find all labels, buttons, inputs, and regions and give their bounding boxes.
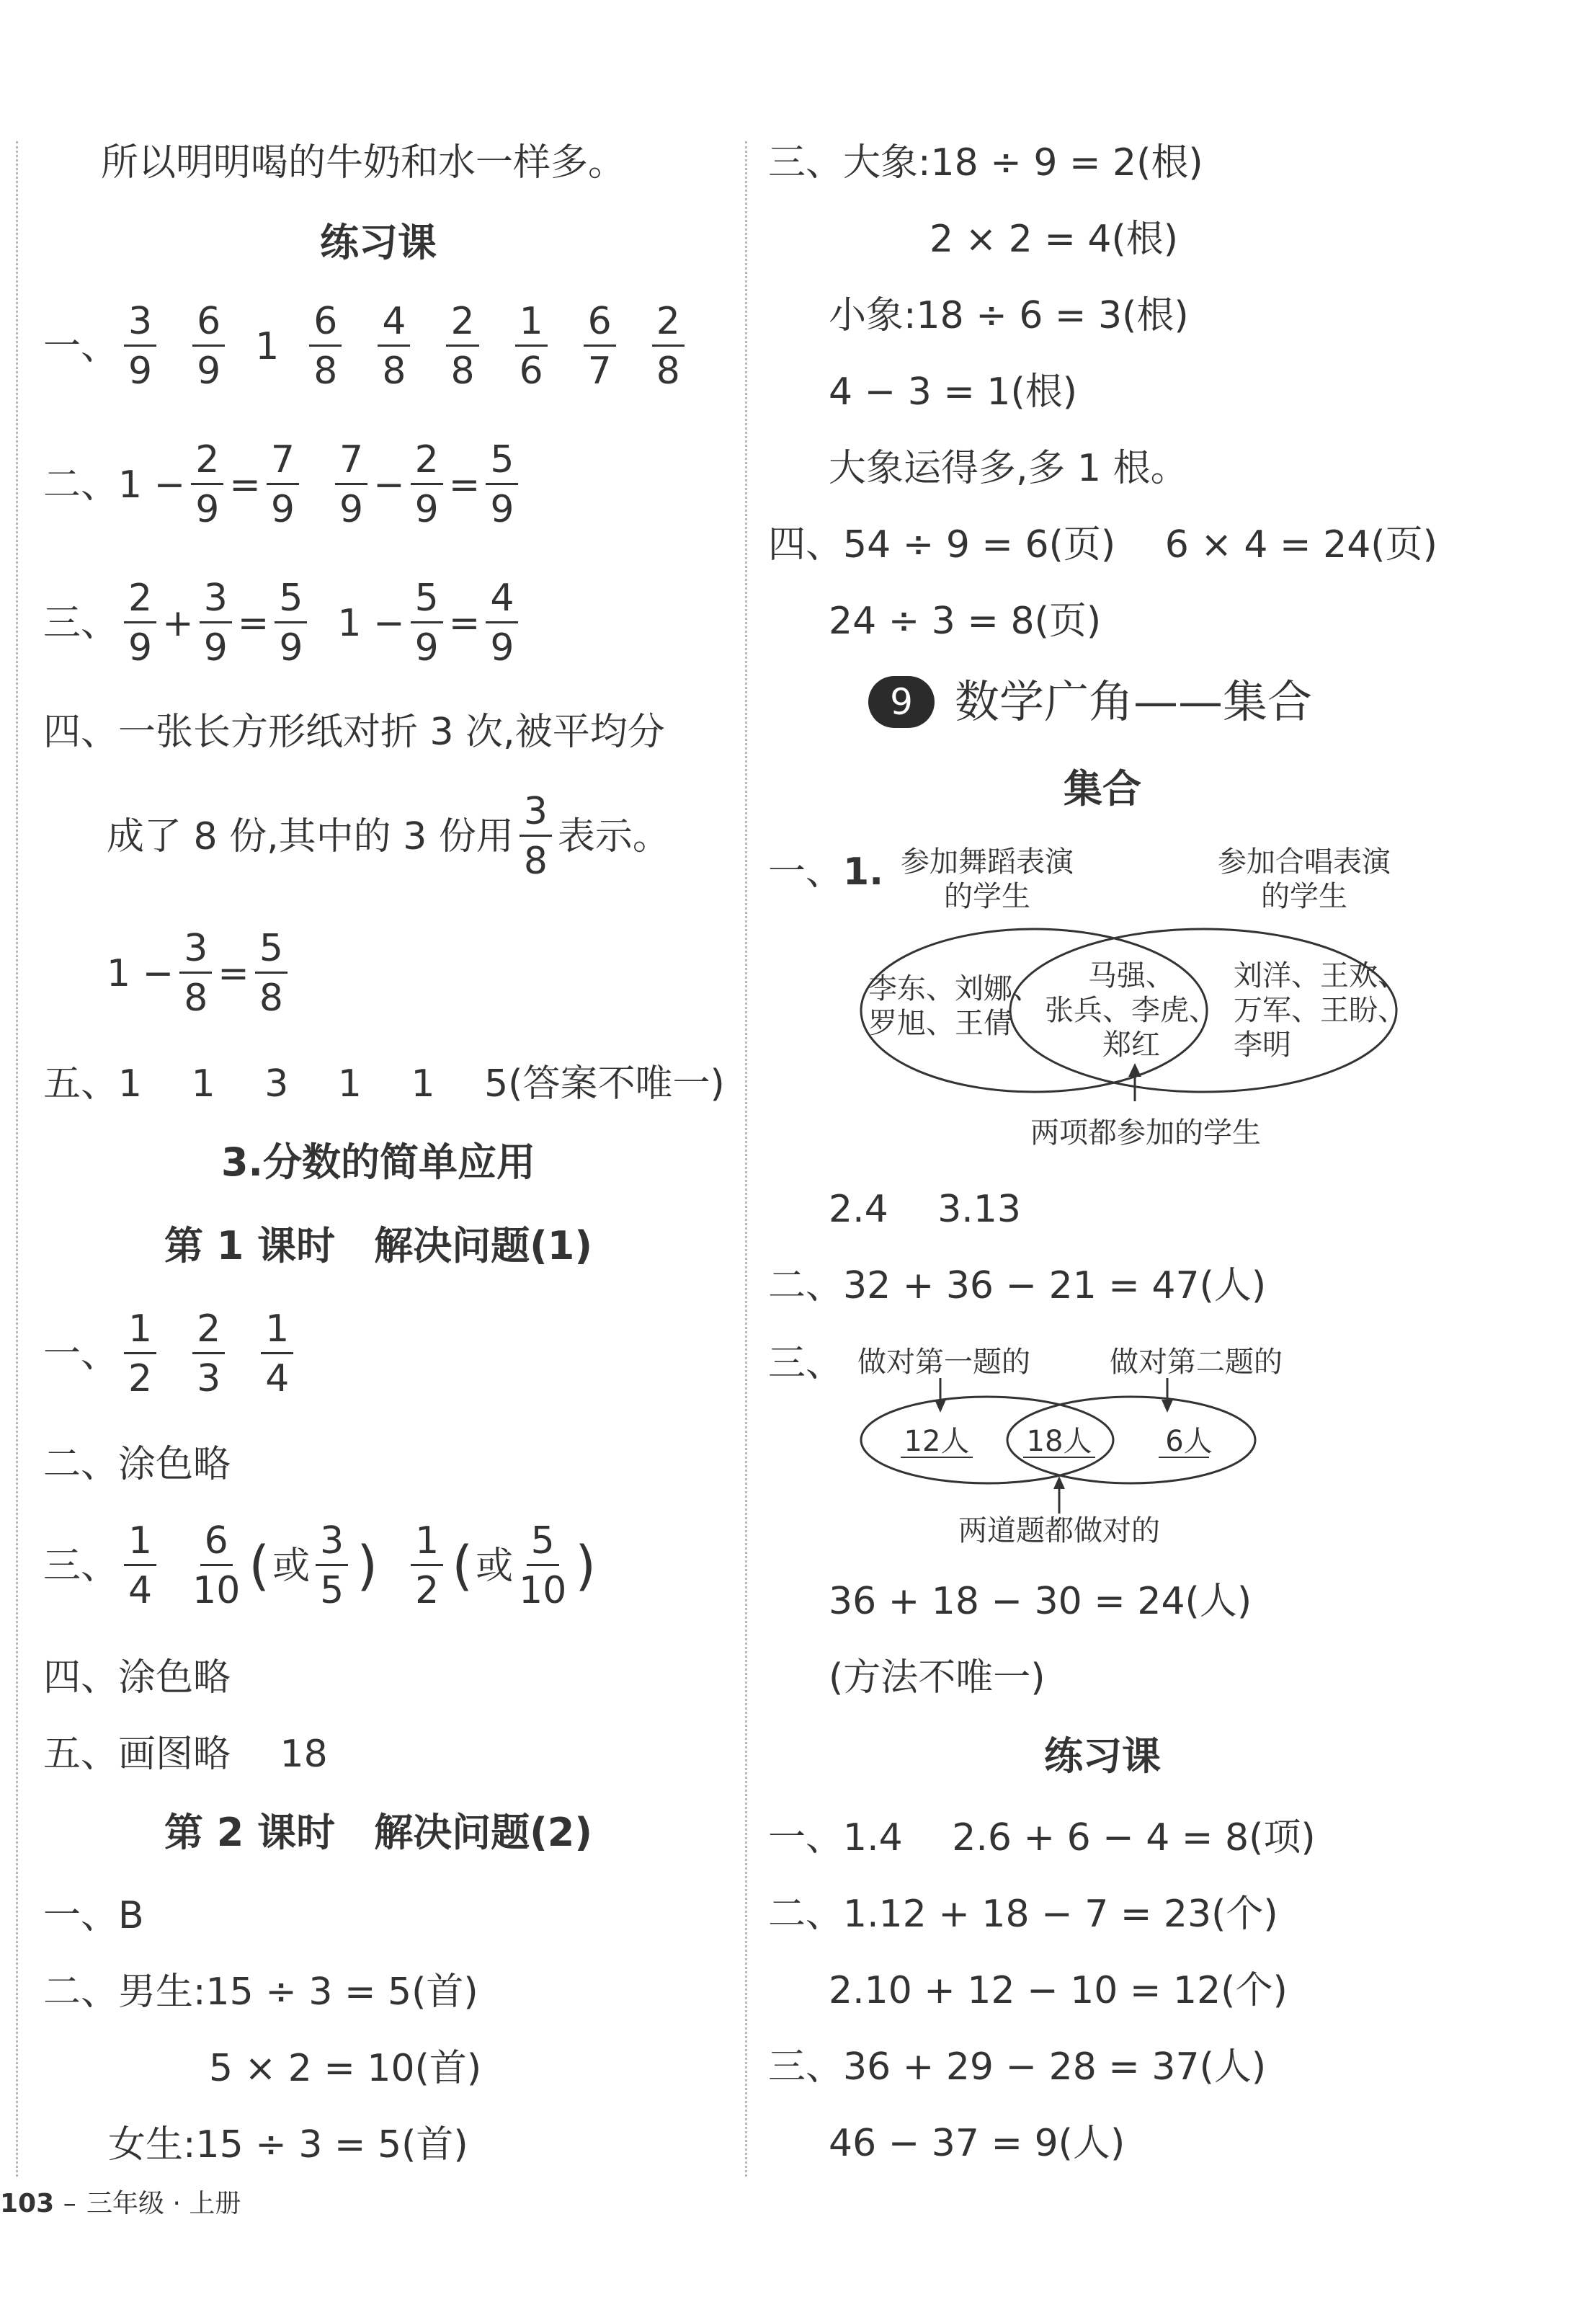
right-q4-line1: 四、 54 ÷ 9 = 6(页) 6 × 4 = 24(页) (768, 523, 1437, 566)
heading-lesson-1: 第 1 课时 解决问题(1) (164, 1223, 593, 1268)
venn2-arrow-right (1162, 1400, 1173, 1413)
venn1-bottom-label: 两项都参加的学生 (1030, 1116, 1261, 1150)
l1-q1: 一、 $\frac{1}{2}$ $\frac{2}{3}$ $\frac{1}{4}$ (43, 1310, 299, 1397)
left-q4-line2: 成了 8 份,其中的 3 份用 $\frac{3}{8}$ 表示。 (107, 790, 670, 883)
venn1-right-title: 参加合唱表演 的学生 (1218, 845, 1391, 913)
sets-q2: 二、 32 + 36 − 21 = 47(人) (768, 1264, 1267, 1307)
venn1-left-members: 李东、刘娜、 罗旭、王倩 (868, 972, 1041, 1040)
heading-practice-right: 练习课 (1044, 1733, 1161, 1779)
venn1-middle-members: 马强、 张兵、李虎、 郑红 (1045, 959, 1218, 1062)
heading-lesson-2: 第 2 课时 解决问题(2) (164, 1810, 593, 1855)
grade-label: 三年级 · 上册 (86, 2189, 241, 2218)
fraction: $\frac{6}{9}$ (192, 303, 225, 390)
right-q3-line3: 小象:18 ÷ 6 = 3(根) (829, 294, 1189, 337)
left-q4-calc: 1 − $\frac{3}{8}$ = $\frac{5}{8}$ (107, 930, 293, 1017)
l1-q4: 四、 涂色略 (43, 1656, 231, 1699)
left-q2: 二、 1 − $\frac{2}{9}$ = $\frac{7}{9}$ $\frac{7}{9}$ − $\frac{2}{9}$ = $\frac{5}{9}$ (43, 441, 524, 528)
sets-q3-note: (方法不唯一) (829, 1656, 1046, 1699)
venn1-right-members: 刘洋、王欢、 万军、王盼、 李明 (1234, 959, 1406, 1062)
fraction: $\frac{3}{9}$ (124, 303, 156, 390)
right-q3-line4: 4 − 3 = 1(根) (829, 370, 1078, 414)
left-q3: 三、 $\frac{2}{9}$ + $\frac{3}{9}$ = $\frac{5}{9}$ 1 − $\frac{5}{9}$ = $\frac{4}{9}$ (43, 579, 524, 667)
venn2-right-value: 6人 (1165, 1425, 1213, 1458)
venn2-right-title: 做对第二题的 (1110, 1346, 1283, 1379)
l2-q2-line3: 女生:15 ÷ 3 = 5(首) (108, 2123, 468, 2167)
right-q3-line5: 大象运得多,多 1 根。 (829, 447, 1188, 490)
left-q1 (43, 300, 690, 393)
l2-q1: 一、 B (43, 1894, 144, 1937)
right-q4-line2: 24 ÷ 3 = 8(页) (829, 600, 1102, 643)
whole-number: 1 (255, 324, 280, 368)
left-top-line: 所以明明喝的牛奶和水一样多。 (101, 141, 626, 185)
fraction: $\frac{6}{8}$ (309, 303, 342, 390)
practice-q2-line1: 二、 1.12 + 18 − 7 = 23(个) (768, 1893, 1278, 1936)
fraction: $\frac{1}{6}$ (515, 303, 548, 390)
q-label: 一、 (43, 324, 119, 368)
left-q4-line1: 四、 一张长方形纸对折 3 次,被平均分 (43, 711, 665, 754)
venn2-left-value: 12人 (904, 1425, 970, 1458)
venn-pointer-arrow (1128, 1063, 1141, 1077)
right-q3-line1: 三、 大象:18 ÷ 9 = 2(根) (768, 141, 1203, 185)
l2-q2-line1: 二、 男生:15 ÷ 3 = 5(首) (43, 1970, 478, 2014)
venn2-bottom-label: 两道题都做对的 (958, 1514, 1160, 1547)
sets-q1-answers: 2.4 3.13 (829, 1188, 1022, 1231)
left-q5: 五、 1 1 3 1 1 5(答案不唯一) (43, 1062, 725, 1106)
heading-sets: 集合 (1064, 766, 1141, 812)
fraction: $\frac{6}{7}$ (584, 303, 616, 390)
fraction: $\frac{2}{8}$ (652, 303, 685, 390)
venn2-arrow-bottom (1053, 1476, 1065, 1489)
sets-q1-label: 一、 1. (768, 850, 883, 894)
sets-q3-label: 三、 (768, 1342, 844, 1385)
page-number: 103 – (0, 2189, 76, 2218)
practice-q2-line2: 2.10 + 12 − 10 = 12(个) (829, 1969, 1288, 2012)
heading-section-3: 3.分数的简单应用 (220, 1139, 536, 1185)
practice-q1: 一、 1.4 2.6 + 6 − 4 = 8(项) (768, 1816, 1316, 1859)
practice-q3-line1: 三、 36 + 29 − 28 = 37(人) (768, 2045, 1267, 2089)
left-margin-rule (16, 141, 18, 2177)
sets-q3-calc: 36 + 18 − 30 = 24(人) (829, 1580, 1252, 1623)
l2-q2-line2: 5 × 2 = 10(首) (209, 2047, 482, 2090)
unit-badge: 9 (868, 676, 935, 728)
l1-q3: 三、 $\frac{1}{4}$ $\frac{6}{10}$ ( 或 $\frac{3}{5}$ ) $\frac{1}{2}$ ( 或 $\frac{5}{10}$ ) (43, 1519, 597, 1612)
practice-q3-line2: 46 − 37 = 9(人) (829, 2122, 1125, 2165)
l1-q2: 二、 涂色略 (43, 1443, 231, 1486)
fraction: $\frac{4}{8}$ (378, 303, 410, 390)
venn1-left-title: 参加舞蹈表演 的学生 (901, 845, 1074, 913)
venn2-middle-value: 18人 (1026, 1425, 1092, 1458)
venn2-arrow-left (935, 1400, 946, 1413)
column-divider (745, 141, 747, 2177)
l1-q5: 五、 画图略 18 (43, 1733, 328, 1776)
right-q3-line2: 2 × 2 = 4(根) (929, 218, 1179, 261)
heading-practice-left: 练习课 (320, 220, 437, 265)
fraction: $\frac{2}{8}$ (446, 303, 478, 390)
venn2-left-title: 做对第一题的 (857, 1346, 1030, 1379)
unit-title: 9 数学广角——集合 (868, 676, 1312, 728)
